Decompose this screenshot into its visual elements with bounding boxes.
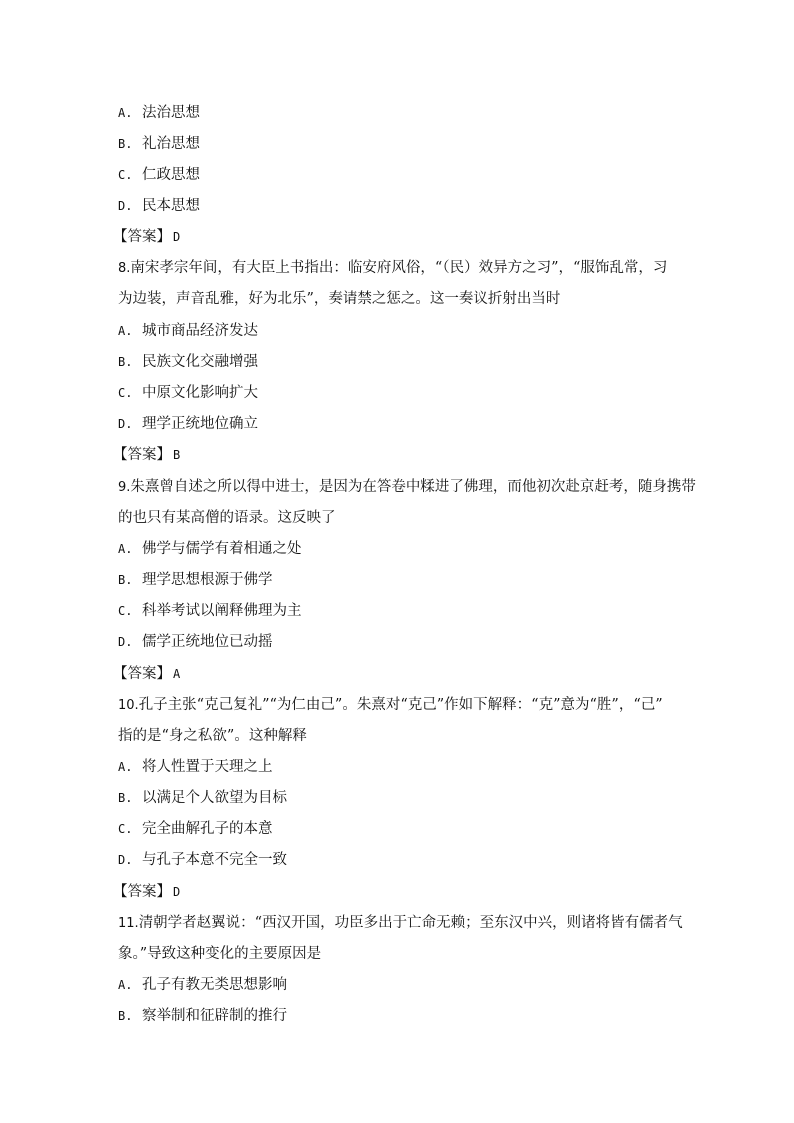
option-text: 佛学与儒学有着相通之处: [142, 541, 302, 557]
option-letter: C.: [118, 822, 133, 836]
answer-value: D: [173, 885, 181, 899]
option-letter: B.: [118, 573, 133, 587]
stem-text: 清朝学者赵翼说：“西汉开国，功臣多出于亡命无赖；至东汉中兴，则诸将皆有儒者气: [138, 915, 683, 931]
q7-option-c: [118, 165, 200, 185]
option-text: 以满足个人欲望为目标: [142, 790, 287, 806]
q10-option-c: [118, 819, 273, 839]
option-text: 法治思想: [142, 105, 200, 121]
option-letter: B.: [118, 137, 133, 151]
option-text: 完全曲解孔子的本意: [142, 821, 273, 837]
option-letter: D.: [118, 417, 133, 431]
q10-stem-line2: 指的是“身之私欲”。这种解释: [118, 728, 307, 744]
q11-option-b: [118, 1006, 287, 1026]
q9-option-c: [118, 601, 302, 621]
q10-answer: [113, 882, 180, 902]
option-text: 孔子有教无类思想影响: [142, 977, 287, 993]
option-text: 仁政思想: [142, 167, 200, 183]
answer-label: 【答案】: [113, 447, 171, 463]
q9-stem-line1: [118, 477, 696, 498]
option-text: 民族文化交融增强: [142, 354, 258, 370]
option-letter: B.: [118, 1009, 133, 1023]
answer-label: 【答案】: [113, 229, 171, 245]
q7-option-b: [118, 134, 200, 154]
option-text: 礼治思想: [142, 136, 200, 152]
option-letter: A.: [118, 324, 133, 338]
option-text: 科举考试以阐释佛理为主: [142, 603, 302, 619]
q8-answer: [113, 445, 180, 465]
option-letter: B.: [118, 355, 133, 369]
option-letter: C.: [118, 386, 133, 400]
option-letter: C.: [118, 604, 133, 618]
option-text: 与孔子本意不完全一致: [142, 852, 287, 868]
question-number: 8.: [118, 261, 131, 276]
q10-stem-line1: [118, 695, 663, 716]
option-text: 中原文化影响扩大: [142, 385, 258, 401]
q9-option-d: [118, 632, 273, 652]
option-letter: A.: [118, 978, 133, 992]
q8-option-d: [118, 414, 258, 434]
option-text: 理学思想根源于佛学: [142, 572, 273, 588]
q11-option-a: [118, 975, 287, 995]
question-number: 11.: [118, 916, 139, 931]
option-text: 理学正统地位确立: [142, 416, 258, 432]
option-text: 城市商品经济发达: [142, 323, 258, 339]
stem-text: 朱熹曾自述之所以得中进士，是因为在答卷中糅进了佛理，而他初次赴京赶考，随身携带: [130, 479, 696, 495]
answer-value: D: [173, 230, 181, 244]
q9-option-b: [118, 570, 273, 590]
option-letter: A.: [118, 106, 133, 120]
q10-option-b: [118, 788, 287, 808]
q9-answer: [113, 664, 180, 684]
answer-label: 【答案】: [113, 884, 171, 900]
stem-text: 南宋孝宗年间，有大臣上书指出：临安府风俗，“（民）效异方之习”，“服饰乱常，习: [130, 260, 668, 276]
option-letter: C.: [118, 168, 133, 182]
answer-value: A: [173, 667, 181, 681]
q11-stem-line1: [118, 913, 683, 934]
option-letter: A.: [118, 760, 133, 774]
option-letter: D.: [118, 853, 133, 867]
q10-option-a: [118, 757, 273, 777]
q9-stem-line2: 的也只有某高僧的语录。这反映了: [118, 510, 336, 526]
option-letter: A.: [118, 542, 133, 556]
q8-stem-line1: [118, 258, 667, 279]
q9-option-a: [118, 539, 302, 559]
answer-label: 【答案】: [113, 666, 171, 682]
q7-option-d: [118, 196, 200, 216]
option-letter: D.: [118, 635, 133, 649]
q8-stem-line2: 为边装，声音乱雅，好为北乐”，奏请禁之惩之。这一奏议折射出当时: [118, 291, 561, 307]
q8-option-c: [118, 383, 258, 403]
option-text: 民本思想: [142, 198, 200, 214]
option-text: 察举制和征辟制的推行: [142, 1008, 287, 1024]
answer-value: B: [173, 448, 181, 462]
q10-option-d: [118, 850, 287, 870]
q11-stem-line2: 象。”导致这种变化的主要原因是: [118, 946, 322, 962]
option-letter: B.: [118, 791, 133, 805]
option-text: 儒学正统地位已动摇: [142, 634, 273, 650]
q7-answer: [113, 227, 180, 247]
q7-option-a: [118, 103, 200, 123]
question-number: 10.: [118, 698, 139, 713]
q8-option-a: [118, 321, 258, 341]
q8-option-b: [118, 352, 258, 372]
option-text: 将人性置于天理之上: [142, 759, 273, 775]
question-number: 9.: [118, 480, 131, 495]
stem-text: 孔子主张“克己复礼”“为仁由己”。朱熹对“克己”作如下解释：“克”意为“胜”，“己”: [138, 697, 663, 713]
option-letter: D.: [118, 199, 133, 213]
